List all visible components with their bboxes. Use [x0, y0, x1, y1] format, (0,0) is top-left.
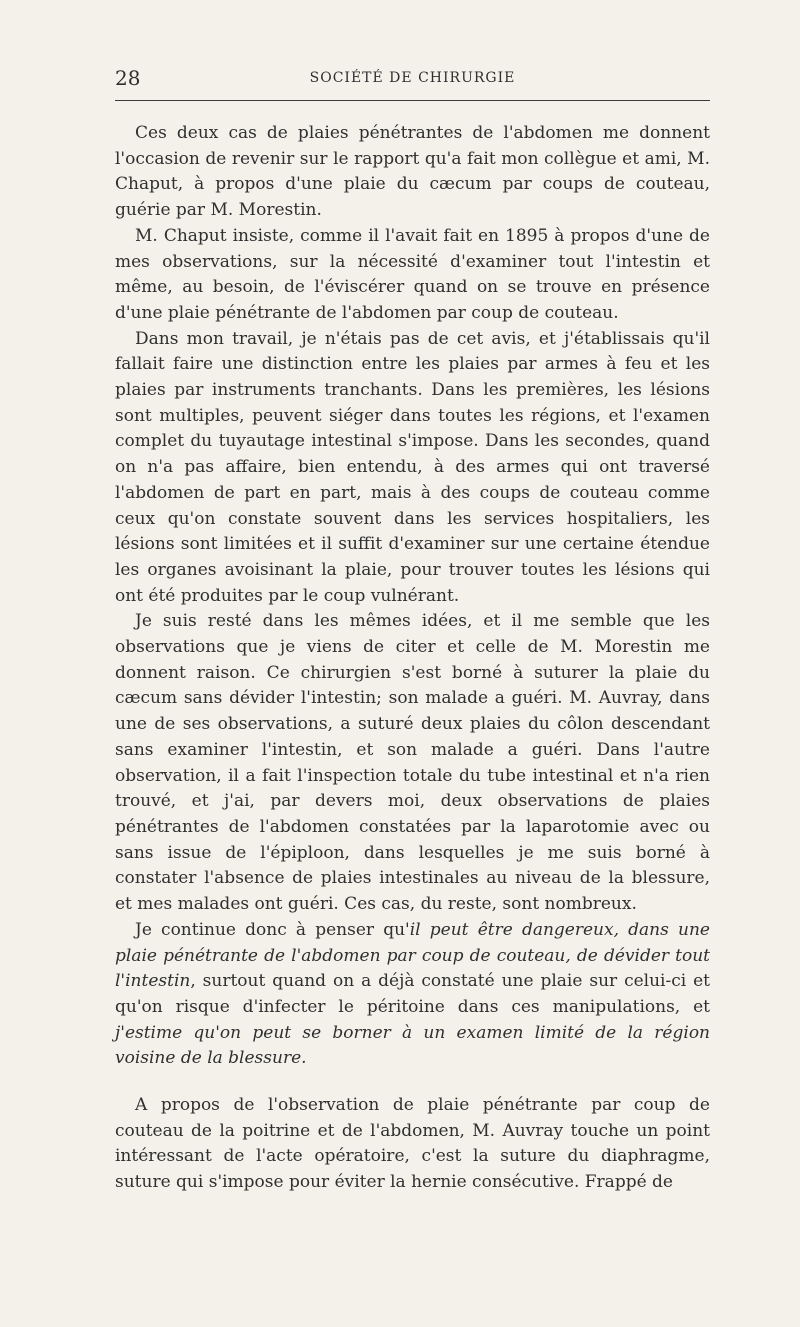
paragraph-5-italic-a: il peut être dangereux, dans une plaie pénétrante de l'abdomen par coup de couteau, de dévider tout l'intestin [115, 919, 710, 992]
paragraph-1: Ces deux cas de plaies pénétrantes de l'abdomen me donnent l'occasion de revenir sur le rapport qu'a fait mon collègue et ami, M. Chaput, à propos d'une plaie du cæcum par coups de couteau, guérie par M. Morestin. [115, 123, 710, 221]
journal-title: SOCIÉTÉ DE CHIRURGIE [309, 70, 516, 86]
paragraph-3: Dans mon travail, je n'étais pas de cet avis, et j'établissais qu'il fallait faire une distinction entre les plaies par armes à feu et les plaies par instruments tranchants. Dans les premières, les lésions sont multiples, peuvent siéger dans toutes les régions, et l'examen complet du tuyautage intestinal s'impose. Dans les secondes, quand on n'a pas affaire, bien entendu, à des armes qui ont traversé l'abdomen de part en part, mais à des coups de couteau comme ceux qu'on constate souvent dans les services hospitaliers, les lésions sont limitées et il suffit d'examiner sur une certaine étendue les organes avoisinant la plaie, pour trouver toutes les lésions qui ont été produites par le coup vulnérant. [115, 328, 710, 606]
paragraph-5-text-b: , surtout quand on a déjà constaté une plaie sur celui-ci et qu'on risque d'infecter le péritoine dans ces manipulations, et [115, 971, 710, 1017]
running-head [115, 64, 710, 92]
header-rule [115, 100, 710, 101]
paragraph-5 [115, 918, 710, 1072]
paragraph-5-text-a: Je continue donc à penser qu' [135, 919, 410, 940]
paragraph-4: Je suis resté dans les mêmes idées, et il me semble que les observations que je viens de citer et celle de M. Morestin me donnent raison. Ce chirurgien s'est borné à suturer la plaie du cæcum sans dévider l'intestin; son malade a guéri. M. Auvray, dans une de ses observations, a suturé deux plaies du côlon descendant sans examiner l'intestin, et son malade a guéri. Dans l'autre observation, il a fait l'inspection totale du tube intestinal et n'a rien trouvé, et j'ai, par devers moi, deux observations de plaies pénétrantes de l'abdomen constatées par la laparotomie avec ou sans issue de l'épiploon, dans lesquelles je me suis borné à constater l'absence de plaies intestinales au niveau de la blessure, et mes malades ont guéri. Ces cas, du reste, sont nombreux. [115, 611, 710, 915]
paragraph-6: A propos de l'observation de plaie pénétrante par coup de couteau de la poitrine et de l'abdomen, M. Auvray touche un point intéressant de l'acte opératoire, c'est la suture du diaphragme, suture qui s'impose pour éviter la hernie consécutive. Frappé de [115, 1095, 710, 1193]
page-number: 28 [115, 66, 141, 90]
paragraph-2: M. Chaput insiste, comme il l'avait fait en 1895 à propos d'une de mes observations, sur la nécessité d'examiner tout l'intestin et même, au besoin, de l'éviscérer quand on se trouve en présence d'une plaie pénétrante de l'abdomen par coup de couteau. [115, 225, 710, 323]
body-text [115, 121, 710, 1196]
paragraph-5-italic-b: j'estime qu'on peut se borner à un examen limité de la région voisine de la blessure. [115, 1022, 710, 1069]
